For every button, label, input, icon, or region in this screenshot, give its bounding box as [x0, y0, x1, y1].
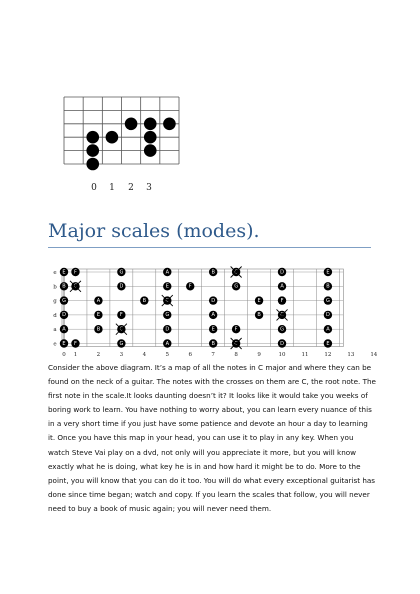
fret-number: 11: [301, 352, 309, 358]
small-fret-numbers: [60, 183, 180, 197]
note-marker: [255, 311, 263, 319]
note-marker: [231, 338, 242, 349]
small-fret-number: 1: [109, 183, 115, 193]
c-major-fretboard-map: [0, 262, 420, 358]
note-label: E: [62, 340, 66, 347]
fret-number: 7: [211, 352, 215, 358]
fret-number: 2: [96, 352, 101, 358]
small-fret-number: 0: [91, 183, 97, 193]
note-marker: [231, 267, 242, 278]
note-marker: [117, 339, 125, 347]
note-label: F: [280, 297, 284, 304]
note-marker: [162, 295, 173, 306]
note-label: D: [165, 326, 170, 333]
note-label: E: [326, 340, 330, 347]
note-marker: [278, 268, 286, 276]
note-marker: [60, 339, 68, 347]
note-label: G: [119, 340, 124, 347]
note-marker: [71, 339, 79, 347]
note-label: D: [62, 312, 66, 319]
fretboard-frame: [62, 269, 343, 347]
fret-number: 6: [188, 352, 192, 358]
note-label: B: [96, 326, 101, 333]
fret-number: 8: [234, 352, 238, 358]
string-label: b: [53, 284, 57, 291]
body-paragraph: Consider the above diagram. It’s a map of all the notes in C major and where they can be found on the neck of a guitar. The notes with the crosses on them are C, the root note. The first note in the scale.It looks daunting doesn’t it? It looks like it would take you weeks of boring work to learn. You have nothing to worry about, you can learn every nuance of this in a very short time if you just have some patience and devote an hour a day to learning it. Once you have this map in your head, you can use it to play in any key. When you watch Steve Vai play on a dvd, not only will you appreciate it more, but you will know exactly what he is doing, what key he is in and how hard it might be to do. More to the point, you will know that you can do it too. You will do what every exceptional guitarist has done since time began; watch and copy. If you learn the scales that follow, you will never need to buy a book of music again; you will never need them.: [48, 363, 376, 513]
heading-underline: [48, 247, 371, 248]
note-marker: [278, 296, 286, 304]
note-marker: [117, 268, 125, 276]
note-label: D: [325, 312, 330, 319]
note-marker: [186, 282, 194, 290]
note-label: B: [211, 269, 215, 276]
note-label: D: [280, 340, 284, 347]
note-label: A: [280, 283, 284, 290]
note-marker: [60, 311, 68, 319]
note-marker: [60, 282, 68, 290]
note-marker: [209, 268, 217, 276]
note-marker: [324, 325, 332, 333]
note-label: G: [165, 312, 170, 319]
fret-number: 10: [278, 352, 286, 358]
note-marker: [278, 339, 286, 347]
note-label: A: [62, 326, 66, 333]
note-label: E: [211, 326, 215, 333]
note-marker: [70, 281, 81, 292]
note-marker: [277, 309, 288, 320]
chord-shape-diagram: [60, 96, 180, 166]
note-marker: [324, 311, 332, 319]
note-label: G: [234, 283, 239, 290]
note-marker: [163, 325, 171, 333]
note-label: A: [165, 340, 169, 347]
note-marker: [324, 282, 332, 290]
note-marker: [278, 282, 286, 290]
finger-dot: [144, 118, 157, 131]
note-label: E: [326, 269, 330, 276]
note-marker: [324, 339, 332, 347]
note-marker: [117, 282, 125, 290]
note-label: E: [96, 312, 101, 319]
finger-dot: [144, 131, 157, 144]
note-label: F: [74, 340, 77, 347]
note-label: B: [62, 283, 66, 290]
finger-dot: [86, 158, 99, 171]
note-marker: [60, 268, 68, 276]
finger-dot: [144, 144, 157, 157]
small-fret-number: 3: [146, 183, 152, 193]
note-marker: [140, 296, 148, 304]
note-marker: [209, 339, 217, 347]
note-label: G: [325, 297, 330, 304]
section-heading: Major scales (modes).: [48, 220, 260, 242]
note-marker: [209, 325, 217, 333]
finger-dot: [106, 131, 119, 144]
note-label: F: [74, 269, 77, 276]
note-label: F: [188, 283, 192, 290]
note-marker: [163, 268, 171, 276]
note-label: A: [326, 326, 330, 333]
note-marker: [324, 268, 332, 276]
fret-number: 3: [119, 352, 124, 358]
note-label: G: [119, 269, 124, 276]
finger-dot: [163, 118, 176, 131]
note-label: D: [280, 269, 284, 276]
note-marker: [60, 296, 68, 304]
note-marker: [209, 311, 217, 319]
note-label: E: [257, 297, 261, 304]
note-marker: [116, 324, 127, 335]
note-label: D: [119, 283, 124, 290]
note-label: B: [326, 283, 330, 290]
note-marker: [117, 311, 125, 319]
string-label: a: [53, 327, 57, 334]
note-marker: [278, 325, 286, 333]
note-label: F: [234, 326, 238, 333]
finger-dot: [125, 118, 138, 131]
fret-number: 0: [62, 352, 66, 358]
note-label: B: [142, 297, 147, 304]
string-label: d: [53, 312, 57, 319]
note-marker: [163, 311, 171, 319]
note-label: B: [257, 312, 261, 319]
note-label: G: [280, 326, 284, 333]
note-marker: [232, 325, 240, 333]
note-label: A: [211, 312, 215, 319]
note-label: E: [62, 269, 66, 276]
finger-dot: [86, 144, 99, 157]
note-marker: [163, 339, 171, 347]
fret-number: 13: [347, 352, 355, 358]
string-label: g: [53, 298, 57, 305]
note-marker: [71, 268, 79, 276]
note-marker: [60, 325, 68, 333]
string-label: e: [53, 270, 57, 276]
note-marker: [255, 296, 263, 304]
string-label: e: [53, 341, 57, 348]
fret-number: 5: [165, 352, 170, 358]
note-marker: [94, 296, 102, 304]
note-label: A: [96, 297, 101, 304]
note-marker: [324, 296, 332, 304]
note-label: F: [119, 312, 123, 319]
note-marker: [94, 325, 102, 333]
note-marker: [232, 282, 240, 290]
note-label: B: [211, 340, 215, 347]
note-label: D: [211, 297, 216, 304]
fret-number: 14: [370, 352, 378, 358]
finger-dot: [86, 131, 99, 144]
fret-number: 12: [324, 352, 332, 358]
note-label: E: [165, 283, 169, 290]
note-label: A: [165, 269, 169, 276]
note-marker: [163, 282, 171, 290]
fret-number: 9: [257, 352, 261, 358]
fret-number: 4: [142, 352, 147, 358]
fret-number: 1: [73, 352, 78, 358]
note-marker: [94, 311, 102, 319]
small-fret-number: 2: [128, 183, 134, 193]
note-marker: [209, 296, 217, 304]
note-label: G: [62, 297, 66, 304]
